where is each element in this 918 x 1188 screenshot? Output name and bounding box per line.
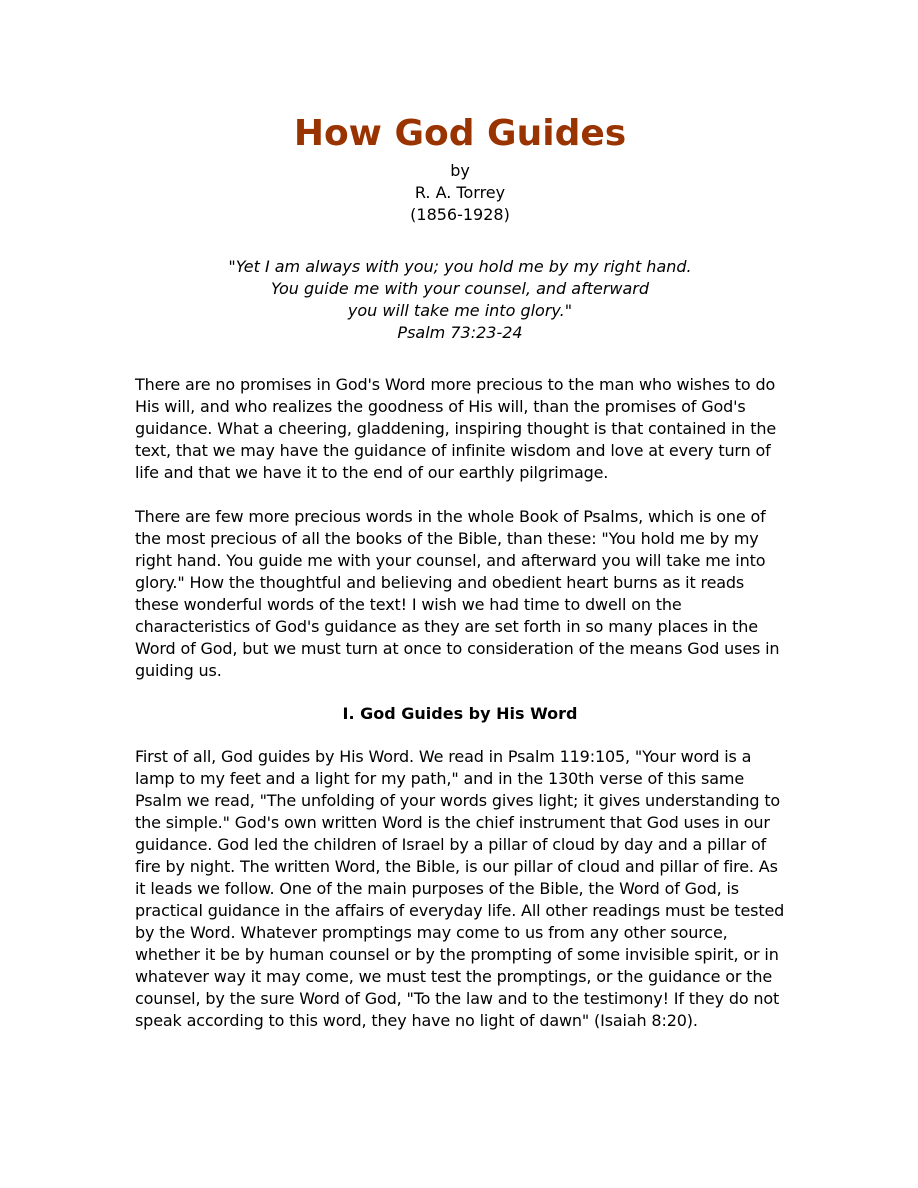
epigraph-reference: Psalm 73:23-24	[397, 323, 523, 342]
body-paragraph-2: There are few more precious words in the whole Book of Psalms, which is one of the most precious of all the books of the Bible, than these: "You hold me by my right hand. You guide me with your counsel, and afterward you will take me into glory." How the thoughtful and believing and obedient heart burns as it reads these wonderful words of the text! I wish we had time to dwell on the characteristics of God's guidance as they are set forth in so many places in the Word of God, but we must turn at once to consideration of the means God uses in guiding us.	[135, 507, 780, 680]
epigraph-line: you will take me into glory."	[347, 301, 573, 320]
byline-by: by	[450, 161, 470, 180]
section-paragraph: First of all, God guides by His Word. We read in Psalm 119:105, "Your word is a lamp to my feet and a light for my path," and in the 130th verse of this same Psalm we read, "The unfolding of your words gives light; it gives understanding to the simple." God's own written Word is the chief instrument that God uses in our guidance. God led the children of Israel by a pillar of cloud by day and a pillar of fire by night. The written Word, the Bible, is our pillar of cloud and pillar of fire. As it leads we follow. One of the main purposes of the Bible, the Word of God, is practical guidance in the affairs of everyday life. All other readings must be tested by the Word. Whatever promptings may come to us from any other source, whether it be by human counsel or by the prompting of some invisible spirit, or in whatever way it may come, we must test the promptings, or the guidance or the counsel, by the sure Word of God, "To the law and to the testimony! If they do not speak according to this word, they have no light of dawn" (Isaiah 8:20).	[135, 747, 785, 1030]
section-heading: I. God Guides by His Word	[342, 704, 578, 723]
epigraph-quote	[135, 256, 785, 344]
document-title: How God Guides	[293, 113, 627, 154]
document-page	[135, 108, 785, 1032]
epigraph-line: You guide me with your counsel, and afterward	[270, 279, 650, 298]
byline-dates: (1856-1928)	[410, 205, 510, 224]
body-paragraph-1: There are no promises in God's Word more precious to the man who wishes to do His will, and who realizes the goodness of His will, than the promises of God's guidance. What a cheering, gladdening, inspiring thought is that contained in the text, that we may have the guidance of infinite wisdom and love at every turn of life and that we have it to the end of our earthly pilgrimage.	[135, 375, 777, 482]
byline-author: R. A. Torrey	[414, 183, 506, 202]
byline	[135, 160, 785, 226]
epigraph-line: "Yet I am always with you; you hold me by my right hand.	[228, 257, 692, 276]
